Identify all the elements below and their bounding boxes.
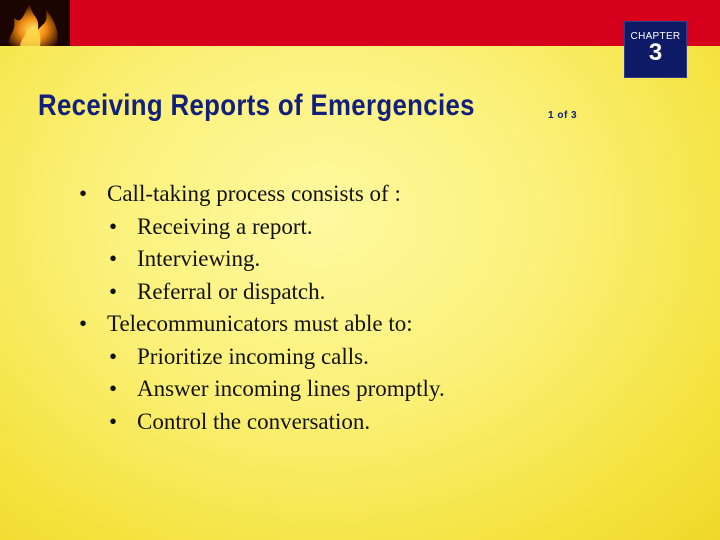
bullet-text: Telecommunicators must able to: xyxy=(107,311,413,336)
bullet-text: Referral or dispatch. xyxy=(137,278,326,304)
sub-bullet-item xyxy=(79,211,445,244)
bullet-symbol: • xyxy=(109,376,118,401)
sub-bullet-item xyxy=(79,243,445,276)
chapter-label: CHAPTER xyxy=(630,31,681,42)
header-bar xyxy=(0,0,720,46)
bullet-text: Receiving a report. xyxy=(137,213,313,239)
bullet-symbol: • xyxy=(109,213,118,239)
bullet-text: Interviewing. xyxy=(137,246,261,271)
sub-bullet-item xyxy=(79,341,445,374)
chapter-number: 3 xyxy=(648,39,663,66)
sub-bullet-item xyxy=(79,406,445,439)
bullet-text: Answer incoming lines promptly. xyxy=(137,376,445,401)
sub-bullet-item xyxy=(79,373,445,406)
bullet-text: Control the conversation. xyxy=(137,408,371,434)
sub-bullet-item xyxy=(79,276,445,309)
slide-title: Receiving Reports of Emergencies xyxy=(38,89,475,122)
bullet-symbol: • xyxy=(79,181,88,206)
fire-image xyxy=(0,0,70,46)
bullet-text: Call-taking process consists of : xyxy=(107,181,401,206)
bullet-symbol: • xyxy=(79,311,88,336)
bullet-symbol: • xyxy=(109,343,118,369)
bullet-symbol: • xyxy=(109,278,118,304)
page-indicator: 1 of 3 xyxy=(548,110,578,121)
bullet-item xyxy=(79,308,445,341)
bullet-text: Prioritize incoming calls. xyxy=(137,343,369,369)
bullet-item xyxy=(79,178,445,211)
bullet-symbol: • xyxy=(109,246,118,271)
bullet-list xyxy=(79,178,445,438)
title-row xyxy=(38,89,546,123)
bullet-symbol: • xyxy=(109,408,118,434)
chapter-badge xyxy=(624,21,687,78)
